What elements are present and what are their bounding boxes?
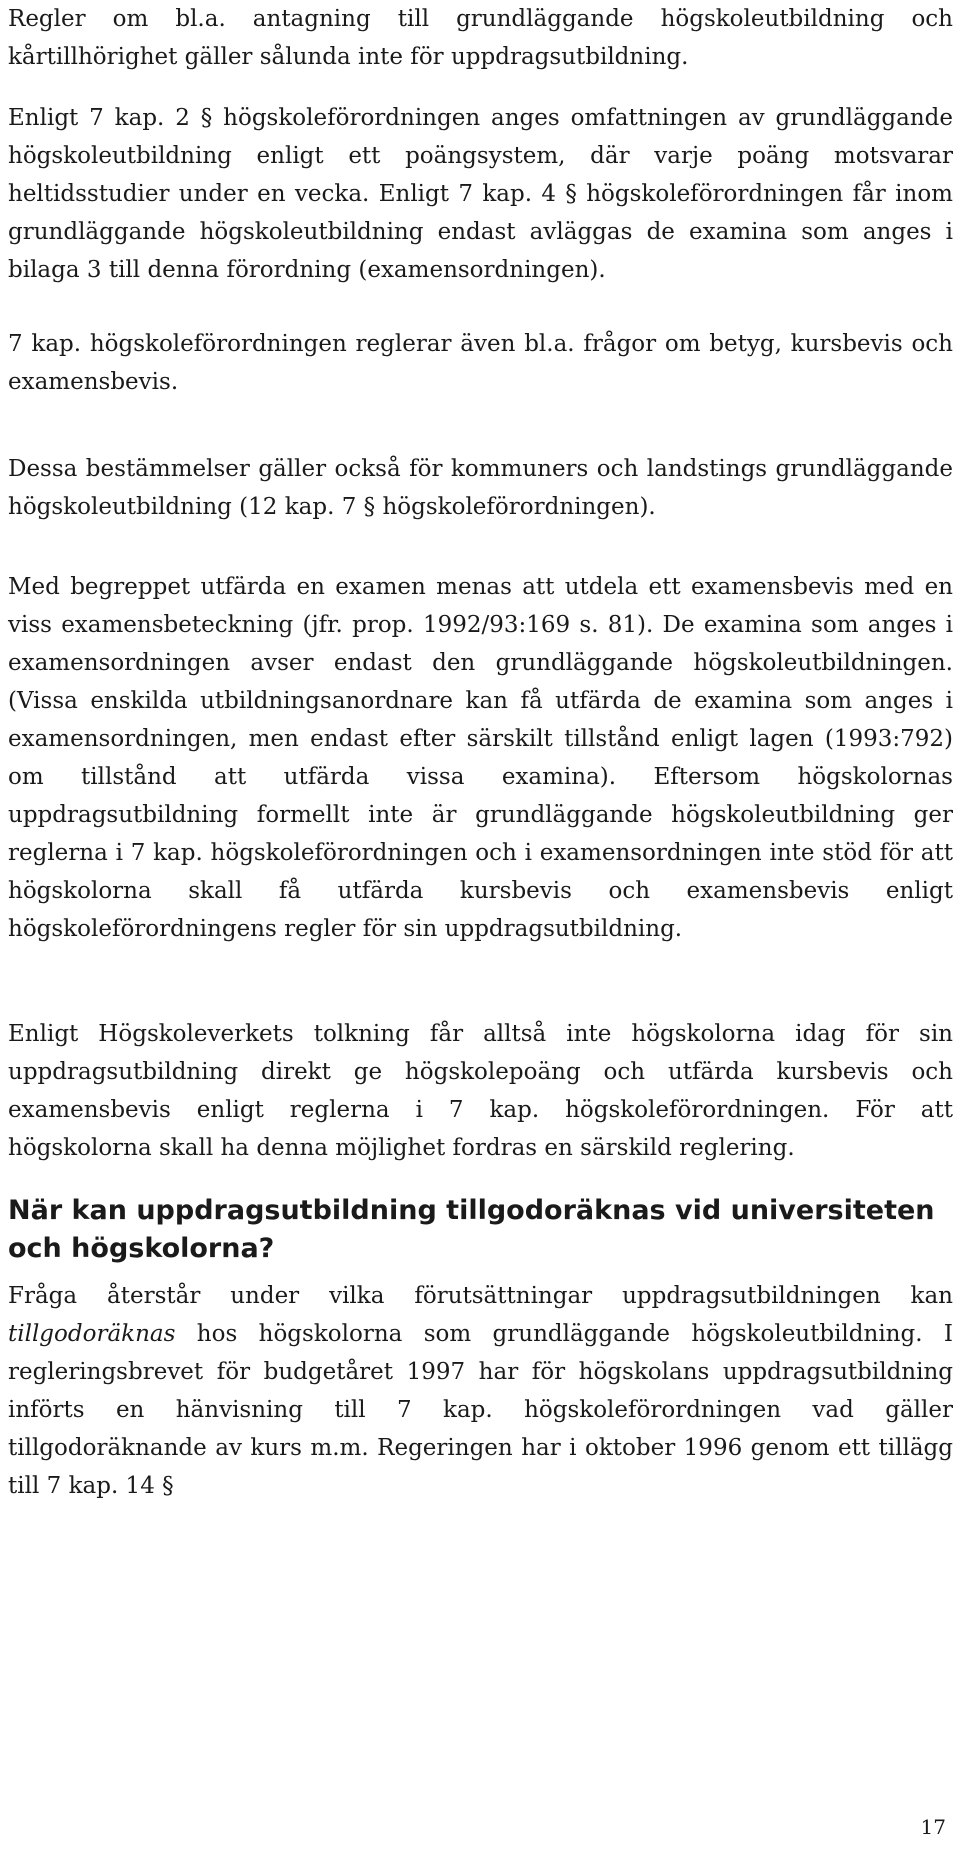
paragraph-7-text-end: hos högskolorna som grundläggande högskoleutbildning. I regleringsbrevet för budgetåret 1997 har för högskolans uppdragsutbildning införts en hänvisning till 7 kap. högskoleförordningen vad gäller tillgodoräknande av kurs m.m. Regeringen har i oktober 1996 genom ett tillägg till 7 kap. 14 § <box>8 1321 953 1499</box>
page-number: 17 <box>920 1815 946 1839</box>
paragraph-4: Dessa bestämmelser gäller också för kommuners och landstings grundläggande högskoleutbildning (12 kap. 7 § högskoleförordningen). <box>8 456 953 520</box>
paragraph-3: 7 kap. högskoleförordningen reglerar även bl.a. frågor om betyg, kursbevis och examensbevis. <box>8 331 953 395</box>
section-heading: När kan uppdragsutbildning tillgodoräknas vid universiteten och högskolorna? <box>8 1195 935 1264</box>
paragraph-1: Regler om bl.a. antagning till grundläggande högskoleutbildning och kårtillhörighet gäller sålunda inte för uppdragsutbildning. <box>8 6 953 70</box>
paragraph-6: Enligt Högskoleverkets tolkning får alltså inte högskolorna idag för sin uppdragsutbildning direkt ge högskolepoäng och utfärda kursbevis och examensbevis enligt reglerna i 7 kap. högskoleförordningen. För att högskolorna skall ha denna möjlighet fordras en särskild reglering. <box>8 1021 953 1161</box>
paragraph-7-text-start: Fråga återstår under vilka förutsättningar uppdragsutbildningen kan <box>8 1283 953 1309</box>
paragraph-5: Med begreppet utfärda en examen menas att utdela ett examensbevis med en viss examensbeteckning (jfr. prop. 1992/93:169 s. 81). De examina som anges i examensordningen avser endast den grundläggande högskoleutbildningen. (Vissa enskilda utbildningsanordnare kan få utfärda de examina som anges i examensordningen, men endast efter särskilt tillstånd enligt lagen (1993:792) om tillstånd att utfärda vissa examina). Eftersom högskolornas uppdragsutbildning formellt inte är grundläggande högskoleutbildning ger reglerna i 7 kap. högskoleförordningen och i examensordningen inte stöd för att högskolorna skall få utfärda kursbevis och examensbevis enligt högskoleförordningens regler för sin uppdragsutbildning. <box>8 574 953 942</box>
paragraph-2: Enligt 7 kap. 2 § högskoleförordningen anges omfattningen av grundläggande högskoleutbildning enligt ett poängsystem, där varje poäng motsvarar heltidsstudier under en vecka. Enligt 7 kap. 4 § högskoleförordningen får inom grundläggande högskoleutbildning endast avläggas de examina som anges i bilaga 3 till denna förordning (examensordningen). <box>8 105 953 283</box>
paragraph-7-italic-term: tillgodoräknas <box>8 1321 176 1347</box>
paragraph-7 <box>8 1277 953 1505</box>
